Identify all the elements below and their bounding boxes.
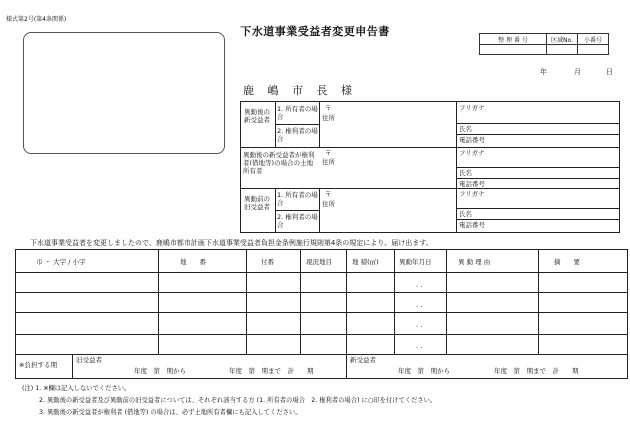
header-change-date: 異動年月日 (399, 258, 432, 266)
date-separator: . . (416, 321, 423, 329)
after-label: 異動後の新受益者 (244, 108, 270, 124)
landowner-name: 氏名 (459, 169, 472, 177)
addressee: 鹿 嶋 市 長 様 (243, 84, 357, 97)
header-lot-number: 地 番 (180, 258, 206, 266)
registry-sub-cell[interactable] (578, 45, 609, 55)
declaration-statement: 下水道事業受益者を変更しましたので、鹿嶋市都市計画下水道事業受益者負担金条例施行規則第4条の規定により、届け出ます。 (30, 239, 433, 247)
burden-period-label: ※負担する期 (19, 361, 57, 369)
before-name: 氏名 (459, 210, 472, 218)
after-phone: 電話番号 (459, 136, 485, 144)
landowner-phone: 電話番号 (459, 180, 485, 188)
header-land-use: 現況地目 (306, 258, 332, 266)
header-change-reason: 異 動 理 由 (458, 258, 491, 266)
date-month: 月 (574, 68, 581, 76)
new-from: 年度 第 期から (398, 367, 450, 375)
before-label: 異動前の旧受益者 (244, 195, 270, 211)
page-title: 下水道事業受益者変更申告書 (240, 25, 390, 38)
before-address: 住所 (322, 200, 335, 208)
registry-sub-header: 小番号 (578, 34, 609, 45)
landowner-postal: 〒 (325, 149, 332, 157)
landowner-label: 異動後の新受益者が権利者(借地等)の場合の土地所有者 (243, 151, 315, 175)
header-area: 地 積(㎡) (352, 258, 379, 266)
registry-table (479, 33, 609, 55)
photo-box (23, 32, 225, 154)
after-address: 住所 (322, 114, 335, 122)
note-2: 2. 異動後の新受益者及び異動前の旧受益者については、それぞれ該当する方 (1. 所有者の場合 2. 権利者の場合) に○印を付けてください。 (39, 397, 437, 404)
after-holder-option[interactable]: 2. 権利者の場合 (277, 127, 318, 143)
before-postal: 〒 (325, 190, 332, 198)
parties-table (240, 101, 620, 233)
date-day: 日 (606, 68, 613, 76)
registry-number-cell[interactable] (480, 45, 547, 55)
note-1: (注) 1. ※欄は記入しないでください。 (22, 385, 131, 392)
old-beneficiary-label: 旧受益者 (76, 356, 102, 364)
old-to: 年度 第 期まで 計 期 (229, 367, 314, 375)
after-name: 氏名 (459, 125, 472, 133)
before-furigana: フリガナ (459, 190, 485, 198)
date-separator: . . (416, 342, 423, 350)
old-from: 年度 第 期から (134, 367, 186, 375)
after-postal: 〒 (325, 104, 332, 112)
registry-area-cell[interactable] (547, 45, 578, 55)
new-beneficiary-label: 新受益者 (350, 356, 376, 364)
header-sub-number: 付番 (261, 258, 274, 266)
property-table (15, 249, 628, 379)
registry-number-header: 整 理 番 号 (480, 34, 547, 45)
landowner-address: 住所 (322, 158, 335, 166)
before-phone: 電話番号 (459, 221, 485, 229)
after-furigana: フリガナ (459, 104, 485, 112)
note-3: 3. 異動後の新受益者が権利者 (借地等) の場合は、必ず土地所有者欄にも記入してください。 (39, 409, 302, 416)
date-separator: . . (416, 301, 423, 309)
header-remarks: 摘 要 (554, 258, 580, 266)
before-owner-option[interactable]: 1. 所有者の場合 (277, 191, 318, 207)
date-year: 年 (540, 68, 547, 76)
landowner-furigana: フリガナ (459, 149, 485, 157)
date-separator: . . (416, 281, 423, 289)
registry-area-header: 区域No. (547, 34, 578, 45)
header-district: 市 ・ 大字 / 小字 (36, 258, 86, 266)
before-holder-option[interactable]: 2. 権利者の場合 (277, 213, 318, 229)
new-to: 年度 第 期まで 計 期 (494, 367, 579, 375)
form-number: 様式第2号(第4条関係) (6, 16, 67, 23)
after-owner-option[interactable]: 1. 所有者の場合 (277, 105, 318, 121)
